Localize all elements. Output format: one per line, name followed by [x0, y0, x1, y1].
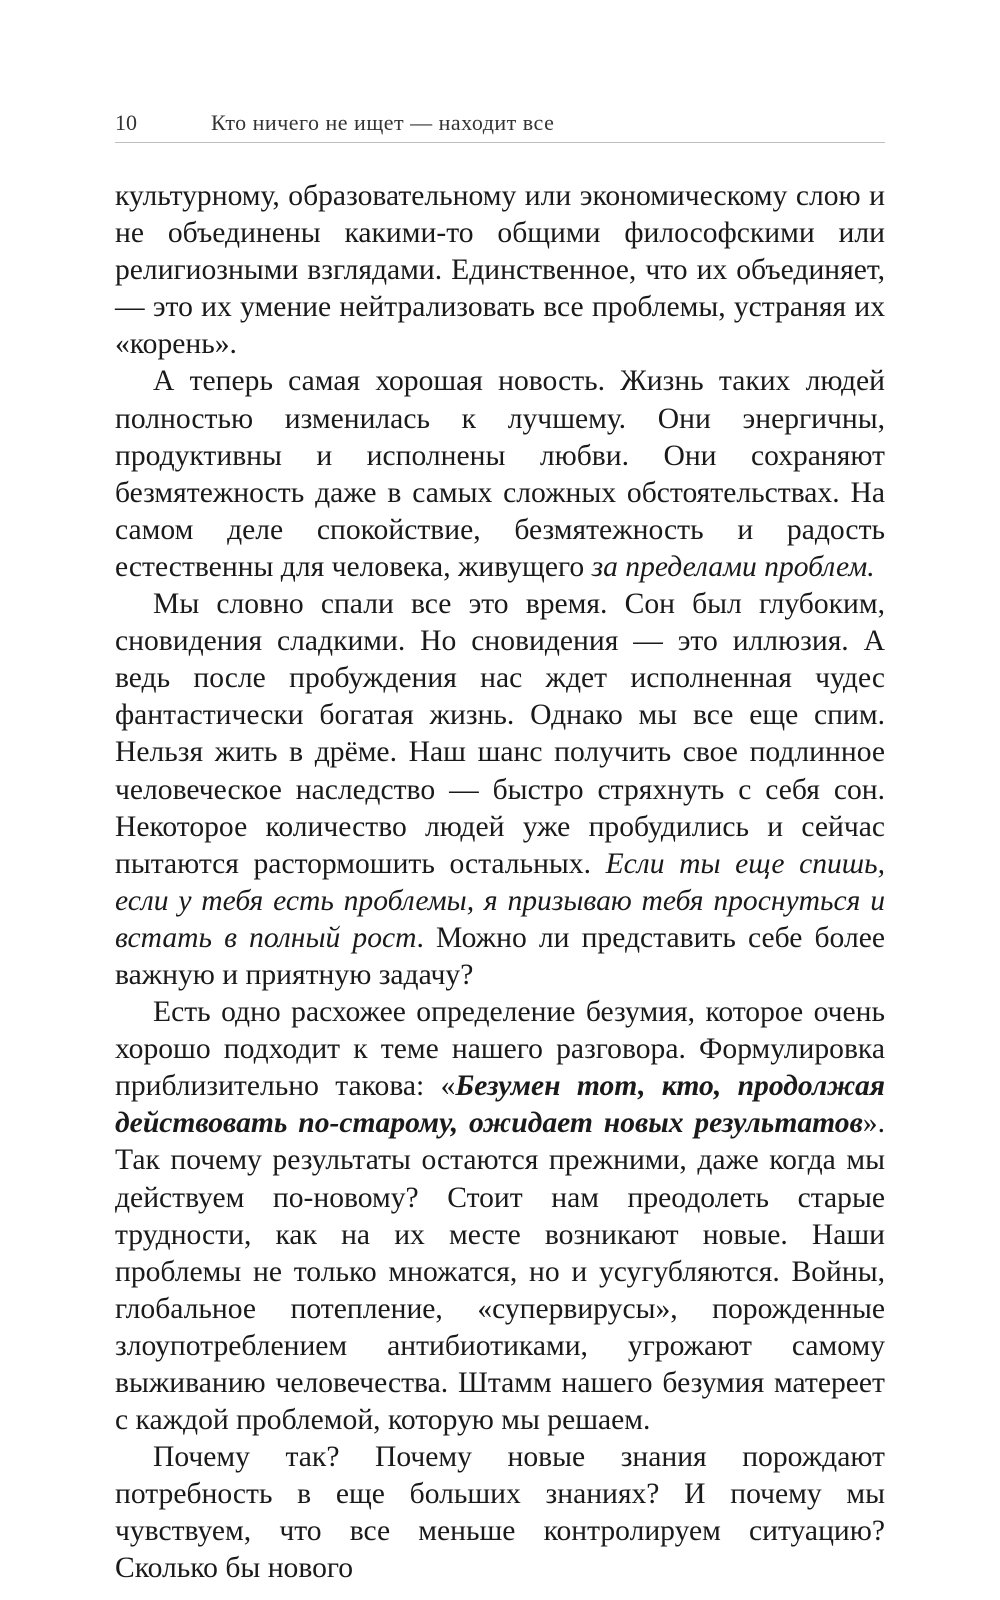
paragraph-text: культурному, образовательному или экономическому слою и не объединены какими-то общими философскими или религиозными взглядами. Единственное, что их объединяет, — это их умение нейтрализовать все проблемы, устраняя их «корень». — [115, 180, 885, 361]
bold-italic-quote: Безумен тот, кто, продолжая действовать по-старому, ожидает новых результатов — [115, 1070, 885, 1140]
paragraph-text: Почему так? Почему новые знания порождают потребность в еще больших знаниях? И почему мы чувствуем, что все меньше контролируем ситуацию? Сколько бы нового — [115, 1441, 885, 1585]
italic-phrase: за пределами проблем. — [591, 550, 875, 583]
paragraph-5 — [115, 1439, 885, 1587]
paragraph-2 — [115, 363, 885, 586]
body-text — [115, 178, 885, 1588]
paragraph-text: А теперь самая хорошая новость. Жизнь таких людей полностью изменилась к лучшему. Они энергичны, продуктивны и исполнены любви. Они сохраняют безмятежность даже в самых сложных обстоятельствах. На самом деле спокойствие, безмятежность и радость естественны для человека, живущего — [115, 365, 885, 583]
paragraph-text-tail: ». Так почему результаты остаются прежними, даже когда мы действуем по-новому? Стоит нам преодолеть старые трудности, как на их месте возникают новые. Наши проблемы не только множатся, но и усугубляются. Войны, глобальное потепление, «супервирусы», порожденные злоупотреблением антибиотиками, угрожают самому выживанию человечества. Штамм нашего безумия матереет с каждой проблемой, которую мы решаем. — [115, 1107, 885, 1437]
italic-phrase: Если ты еще спишь, если у тебя есть проблемы, я призываю тебя проснуться и встать в полный рост — [115, 847, 885, 954]
running-head — [115, 108, 885, 143]
paragraph-text: Мы словно спали все это время. Сон был глубоким, сновидения сладкими. Но сновидения — это иллюзия. А ведь после пробуждения нас ждет исполненная чудес фантастически богатая жизнь. Однако мы все еще спим. Нельзя жить в дрёме. Наш шанс получить свое подлинное человеческое наследство — быстро стряхнуть с себя сон. Некоторое количество людей уже пробудились и сейчас пытаются растормошить остальных. — [115, 588, 885, 880]
paragraph-3 — [115, 586, 885, 994]
paragraph-1 — [115, 178, 885, 363]
page-number: 10 — [115, 110, 137, 135]
paragraph-4 — [115, 994, 885, 1439]
paragraph-text: Есть одно расхожее определение безумия, которое очень хорошо подходит к теме нашего разговора. Формулировка приблизительно такова: « — [115, 996, 885, 1103]
running-title: Кто ничего не ищет — находит все — [211, 110, 555, 135]
paragraph-text-tail: . Можно ли представить себе более важную и приятную задачу? — [115, 921, 885, 991]
